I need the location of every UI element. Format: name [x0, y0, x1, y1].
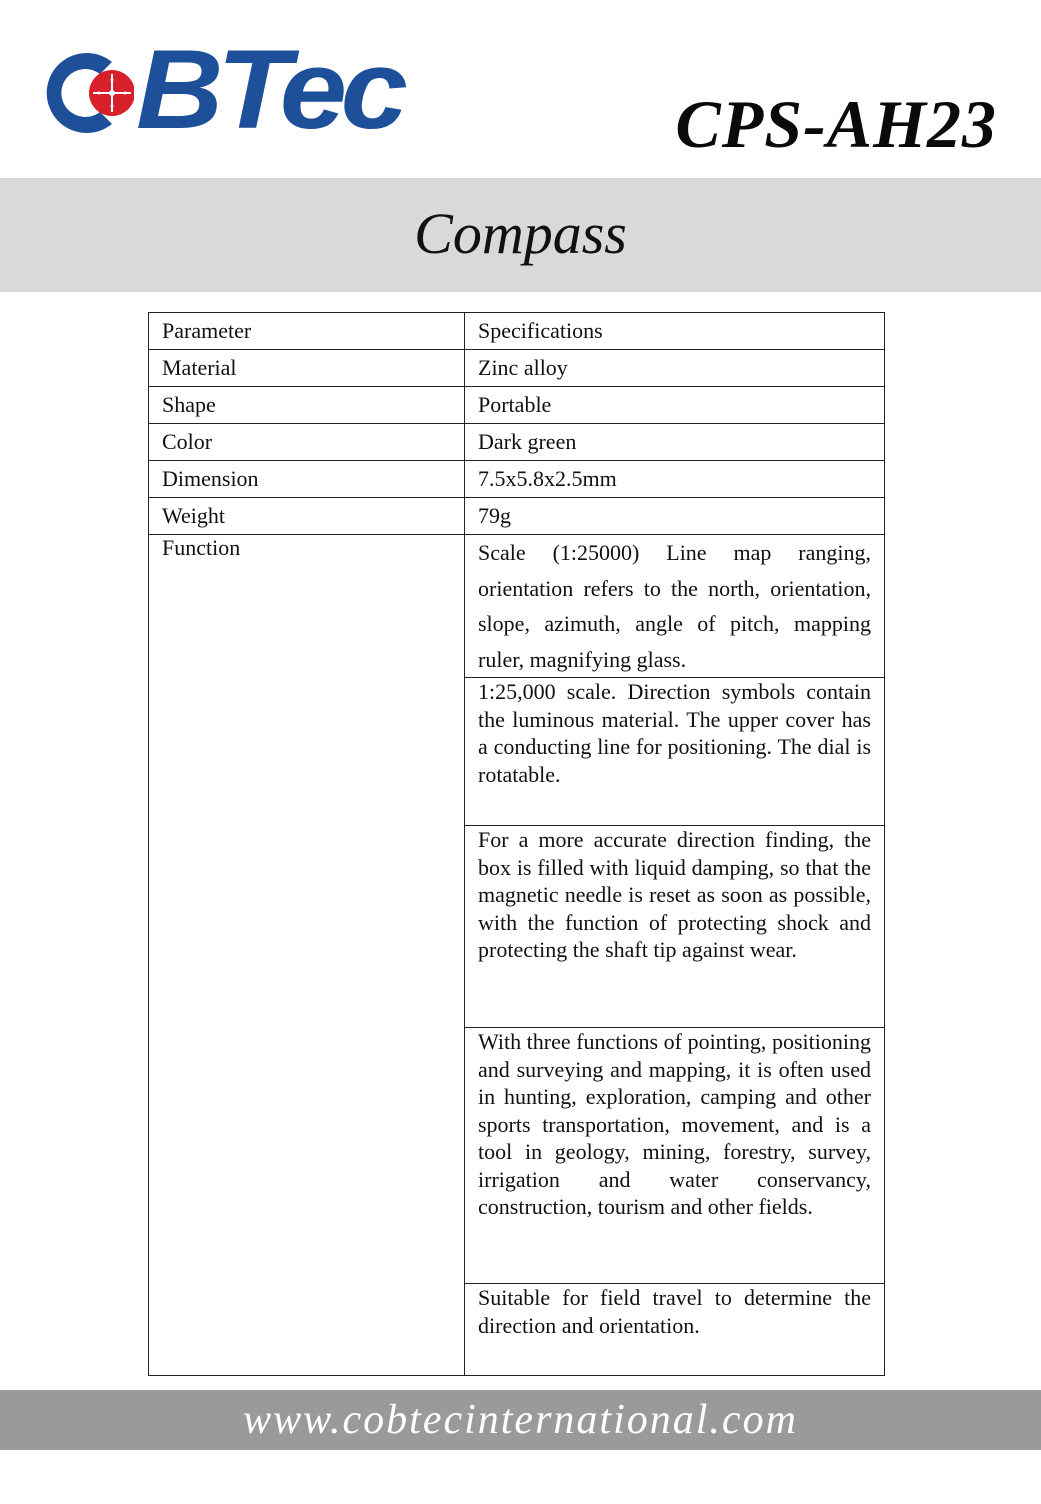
table-row — [149, 424, 885, 461]
row-spec: 79g — [465, 498, 885, 535]
table-row — [149, 387, 885, 424]
footer-url: www.cobtecinternational.com — [243, 1397, 798, 1443]
model-number: CPS-AH23 — [675, 86, 997, 162]
spec-table — [148, 312, 885, 1376]
table-row — [149, 498, 885, 535]
function-item: Suitable for field travel to determine the direction and orientation. — [465, 1284, 885, 1376]
table-header-row — [149, 313, 885, 350]
crosshair-logo-icon — [42, 48, 134, 138]
row-spec: 7.5x5.8x2.5mm — [465, 461, 885, 498]
row-spec: Dark green — [465, 424, 885, 461]
header — [0, 0, 1041, 178]
table-row — [149, 461, 885, 498]
page-title: Compass — [414, 201, 627, 266]
row-param: Weight — [149, 498, 465, 535]
function-row — [149, 535, 885, 678]
function-item: Scale (1:25000) Line map ranging, orientation refers to the north, orientation, slope, azimuth, angle of pitch, mapping ruler, magnifying glass. — [465, 535, 885, 678]
row-param: Shape — [149, 387, 465, 424]
function-item: 1:25,000 scale. Direction symbols contain the luminous material. The upper cover has a conducting line for positioning. The dial is rotatable. — [465, 678, 885, 826]
function-item: For a more accurate direction finding, the box is filled with liquid damping, so that the magnetic needle is reset as soon as possible, with the function of protecting shock and protecting the shaft tip against wear. — [465, 826, 885, 1028]
row-param: Color — [149, 424, 465, 461]
table-row — [149, 350, 885, 387]
function-item: With three functions of pointing, positioning and surveying and mapping, it is often used in hunting, exploration, camping and other sports transportation, movement, and is a tool in geology, mining, forestry, survey, irrigation and water conservancy, construction, tourism and other fields. — [465, 1028, 885, 1284]
brand-logo — [42, 27, 426, 152]
row-spec: Zinc alloy — [465, 350, 885, 387]
header-specifications: Specifications — [465, 313, 885, 350]
row-spec: Portable — [465, 387, 885, 424]
logo-wordmark: BTec — [136, 27, 402, 152]
row-param: Material — [149, 350, 465, 387]
header-parameter: Parameter — [149, 313, 465, 350]
row-param: Dimension — [149, 461, 465, 498]
function-label: Function — [149, 535, 465, 1376]
